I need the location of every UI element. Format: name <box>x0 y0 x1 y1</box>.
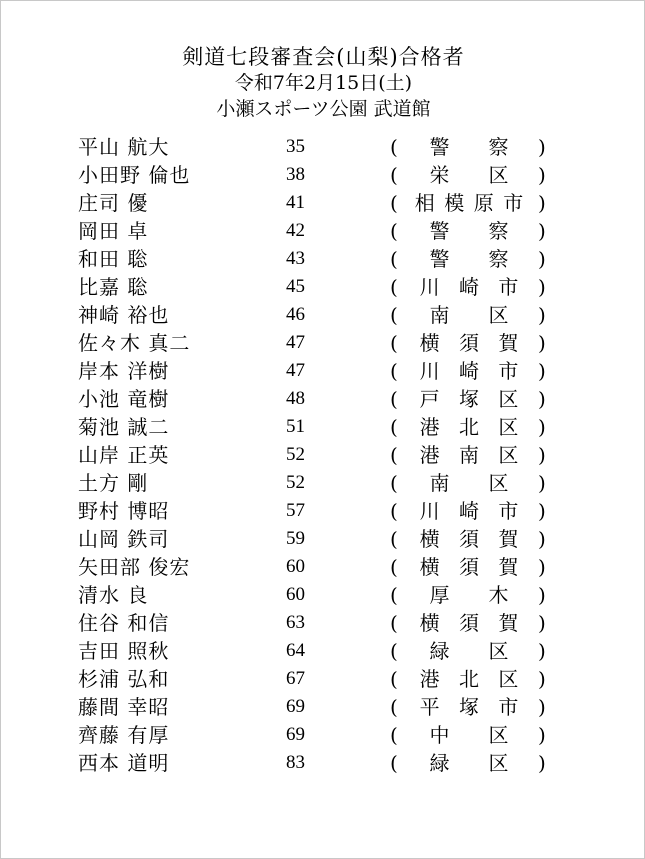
passer-age: 43 <box>286 248 305 269</box>
close-paren: ) <box>538 247 546 271</box>
passer-name: 平山 航大 <box>78 135 170 159</box>
passer-affiliation: 横 須 賀 <box>419 527 519 551</box>
passer-name: 清水 良 <box>78 583 149 607</box>
passer-affiliation: 横 須 賀 <box>419 611 519 635</box>
passer-name: 山岸 正英 <box>78 443 170 467</box>
passer-age: 41 <box>286 192 305 213</box>
open-paren: ( <box>390 723 398 747</box>
passer-name: 吉田 照秋 <box>78 639 170 663</box>
passer-age: 51 <box>286 416 305 437</box>
passer-affiliation: 川 崎 市 <box>419 359 519 383</box>
passer-affiliation: 警 察 <box>429 219 509 243</box>
close-paren: ) <box>538 471 546 495</box>
passer-affiliation: 警 察 <box>429 247 509 271</box>
close-paren: ) <box>538 723 546 747</box>
passer-age: 59 <box>286 528 305 549</box>
passer-name: 菊池 誠二 <box>78 415 170 439</box>
open-paren: ( <box>390 667 398 691</box>
passer-age: 35 <box>286 136 305 157</box>
passer-name: 和田 聡 <box>78 247 149 271</box>
close-paren: ) <box>538 191 546 215</box>
exam-venue: 小瀬スポーツ公園 武道館 <box>216 98 431 120</box>
passer-age: 69 <box>286 724 305 745</box>
close-paren: ) <box>538 275 546 299</box>
passer-row <box>1 301 645 329</box>
passer-row <box>1 525 645 553</box>
passer-row <box>1 245 645 273</box>
passer-age: 60 <box>286 584 305 605</box>
open-paren: ( <box>390 303 398 327</box>
passer-row <box>1 749 645 777</box>
close-paren: ) <box>538 219 546 243</box>
passer-age: 69 <box>286 696 305 717</box>
passer-affiliation: 栄 区 <box>429 163 509 187</box>
passer-name: 野村 博昭 <box>78 499 170 523</box>
close-paren: ) <box>538 415 546 439</box>
passer-row <box>1 497 645 525</box>
passer-row <box>1 721 645 749</box>
passer-affiliation: 警 察 <box>429 135 509 159</box>
passer-name: 庄司 優 <box>78 191 149 215</box>
passer-affiliation: 川 崎 市 <box>419 275 519 299</box>
passer-affiliation: 南 区 <box>429 303 509 327</box>
open-paren: ( <box>390 191 398 215</box>
open-paren: ( <box>390 471 398 495</box>
open-paren: ( <box>390 219 398 243</box>
passer-age: 48 <box>286 388 305 409</box>
passer-name: 比嘉 聡 <box>78 275 149 299</box>
passer-age: 47 <box>286 360 305 381</box>
close-paren: ) <box>538 695 546 719</box>
passer-affiliation: 港 北 区 <box>419 415 519 439</box>
open-paren: ( <box>390 247 398 271</box>
passer-row <box>1 637 645 665</box>
open-paren: ( <box>390 555 398 579</box>
passer-name: 齊藤 有厚 <box>78 723 170 747</box>
passer-row <box>1 553 645 581</box>
passer-row <box>1 273 645 301</box>
passer-row <box>1 469 645 497</box>
open-paren: ( <box>390 359 398 383</box>
passer-name: 岸本 洋樹 <box>78 359 170 383</box>
passer-age: 38 <box>286 164 305 185</box>
exam-date: 令和7年2月15日(土) <box>234 72 413 94</box>
close-paren: ) <box>538 331 546 355</box>
passer-affiliation: 南 区 <box>429 471 509 495</box>
passer-age: 57 <box>286 500 305 521</box>
open-paren: ( <box>390 639 398 663</box>
open-paren: ( <box>390 331 398 355</box>
passer-affiliation: 緑 区 <box>429 751 509 775</box>
close-paren: ) <box>538 639 546 663</box>
open-paren: ( <box>390 499 398 523</box>
passer-age: 60 <box>286 556 305 577</box>
passer-row <box>1 189 645 217</box>
passer-row <box>1 329 645 357</box>
passer-age: 52 <box>286 472 305 493</box>
passer-row <box>1 217 645 245</box>
close-paren: ) <box>538 751 546 775</box>
passer-affiliation: 川 崎 市 <box>419 499 519 523</box>
passer-name: 佐々木 真二 <box>78 331 191 355</box>
passer-affiliation: 平 塚 市 <box>419 695 519 719</box>
passer-name: 小池 竜樹 <box>78 387 170 411</box>
document-title: 剣道七段審査会(山梨)合格者 <box>182 45 465 69</box>
passer-row <box>1 133 645 161</box>
passer-affiliation: 厚 木 <box>429 583 509 607</box>
close-paren: ) <box>538 359 546 383</box>
close-paren: ) <box>538 555 546 579</box>
close-paren: ) <box>538 163 546 187</box>
open-paren: ( <box>390 527 398 551</box>
passer-age: 42 <box>286 220 305 241</box>
passer-name: 神崎 裕也 <box>78 303 170 327</box>
passer-row <box>1 385 645 413</box>
open-paren: ( <box>390 443 398 467</box>
passer-age: 47 <box>286 332 305 353</box>
passer-age: 83 <box>286 752 305 773</box>
passer-affiliation: 港 北 区 <box>419 667 519 691</box>
passer-age: 64 <box>286 640 305 661</box>
passer-list <box>1 133 645 777</box>
passer-name: 山岡 鉄司 <box>78 527 170 551</box>
passer-row <box>1 357 645 385</box>
passer-name: 藤間 幸昭 <box>78 695 170 719</box>
open-paren: ( <box>390 387 398 411</box>
open-paren: ( <box>390 163 398 187</box>
close-paren: ) <box>538 303 546 327</box>
passer-age: 45 <box>286 276 305 297</box>
open-paren: ( <box>390 751 398 775</box>
passer-age: 46 <box>286 304 305 325</box>
passer-name: 住谷 和信 <box>78 611 170 635</box>
passer-name: 小田野 倫也 <box>78 163 191 187</box>
close-paren: ) <box>538 499 546 523</box>
open-paren: ( <box>390 135 398 159</box>
close-paren: ) <box>538 443 546 467</box>
passer-row <box>1 581 645 609</box>
passer-row <box>1 413 645 441</box>
passer-row <box>1 693 645 721</box>
close-paren: ) <box>538 611 546 635</box>
passer-affiliation: 中 区 <box>429 723 509 747</box>
passer-affiliation: 港 南 区 <box>419 443 519 467</box>
passer-row <box>1 441 645 469</box>
open-paren: ( <box>390 695 398 719</box>
close-paren: ) <box>538 135 546 159</box>
close-paren: ) <box>538 527 546 551</box>
passer-row <box>1 665 645 693</box>
passer-affiliation: 横 須 賀 <box>419 555 519 579</box>
close-paren: ) <box>538 583 546 607</box>
open-paren: ( <box>390 275 398 299</box>
passer-name: 矢田部 俊宏 <box>78 555 191 579</box>
passer-affiliation: 緑 区 <box>429 639 509 663</box>
open-paren: ( <box>390 415 398 439</box>
passer-affiliation: 戸 塚 区 <box>419 387 519 411</box>
passer-row <box>1 609 645 637</box>
open-paren: ( <box>390 611 398 635</box>
open-paren: ( <box>390 583 398 607</box>
passer-name: 岡田 卓 <box>78 219 149 243</box>
passer-age: 63 <box>286 612 305 633</box>
passer-age: 67 <box>286 668 305 689</box>
passer-age: 52 <box>286 444 305 465</box>
passer-name: 杉浦 弘和 <box>78 667 170 691</box>
passer-affiliation: 相 模 原 市 <box>414 191 524 215</box>
close-paren: ) <box>538 387 546 411</box>
passer-name: 土方 剛 <box>78 471 149 495</box>
passer-name: 西本 道明 <box>78 751 170 775</box>
passer-affiliation: 横 須 賀 <box>419 331 519 355</box>
passer-row <box>1 161 645 189</box>
close-paren: ) <box>538 667 546 691</box>
